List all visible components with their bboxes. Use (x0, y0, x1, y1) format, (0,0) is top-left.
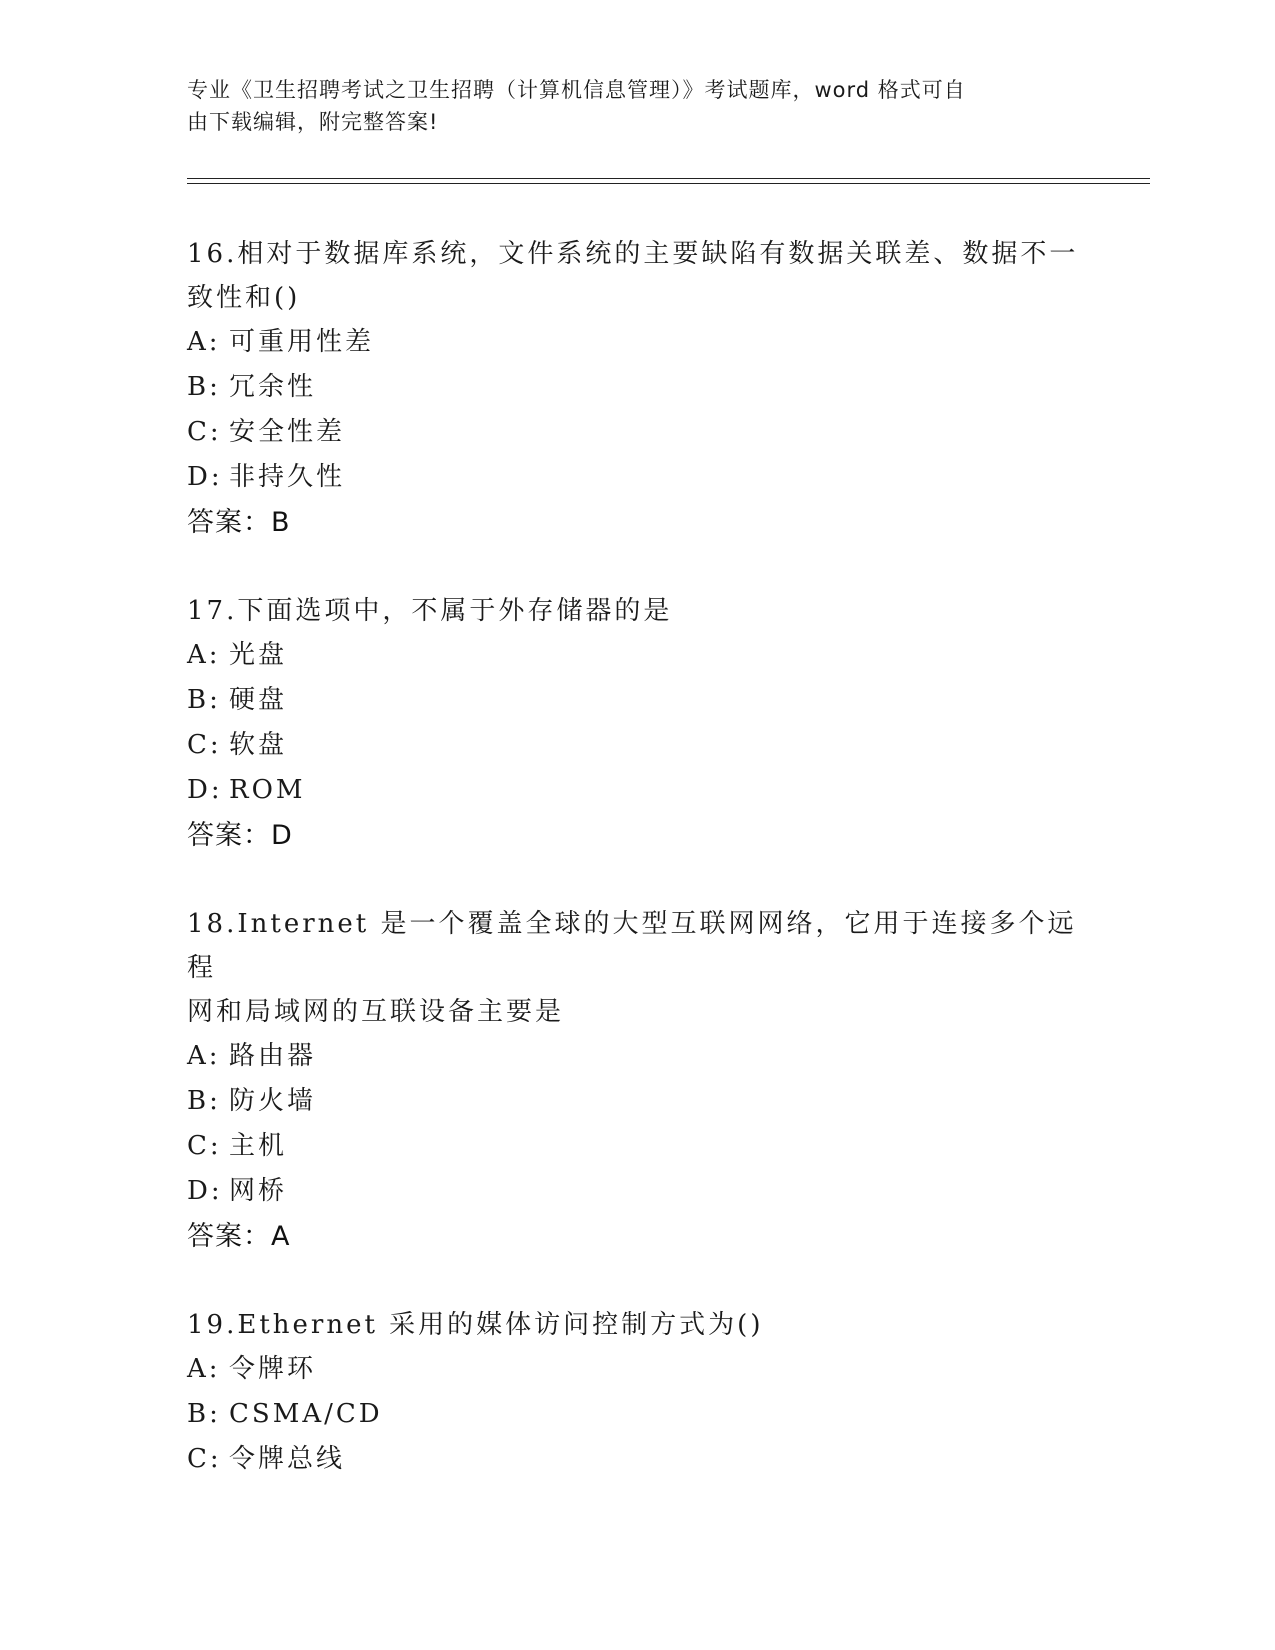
question-stem-line: 17.下面选项中，不属于外存储器的是 (187, 596, 673, 626)
option-b (187, 365, 1087, 410)
question-stem-line: 网和局域网的互联设备主要是 (187, 997, 565, 1027)
header-divider-top (187, 178, 1150, 179)
option-text: 网桥 (229, 1176, 288, 1206)
question-stem (187, 902, 1087, 1034)
option-text: 防火墙 (229, 1086, 317, 1116)
option-c (187, 410, 1087, 455)
question-19 (187, 1303, 1087, 1482)
option-key: D: (187, 462, 223, 492)
question-17 (187, 589, 1087, 858)
option-b (187, 1392, 1087, 1437)
option-key: C: (187, 1444, 222, 1474)
option-text: 路由器 (229, 1041, 317, 1071)
header-line-1: 专业《卫生招聘考试之卫生招聘（计算机信息管理）》考试题库，word 格式可自 (187, 78, 966, 102)
header-divider-bottom (187, 183, 1150, 184)
option-b (187, 678, 1087, 723)
option-d (187, 768, 1087, 813)
option-key: A: (187, 1354, 221, 1384)
question-stem (187, 589, 1087, 633)
option-key: C: (187, 1131, 222, 1161)
option-key: A: (187, 327, 221, 357)
option-d (187, 455, 1087, 500)
question-stem-line: 19.Ethernet 采用的媒体访问控制方式为() (187, 1310, 764, 1340)
option-c (187, 1437, 1087, 1482)
question-stem (187, 232, 1087, 320)
option-d (187, 1169, 1087, 1214)
option-key: C: (187, 730, 222, 760)
option-a (187, 320, 1087, 365)
option-key: B: (187, 1399, 221, 1429)
option-text: 安全性差 (229, 417, 346, 447)
option-text: 软盘 (229, 730, 288, 760)
option-key: A: (187, 640, 221, 670)
option-text: 光盘 (229, 640, 288, 670)
option-c (187, 1124, 1087, 1169)
option-key: B: (187, 1086, 221, 1116)
option-text: 令牌总线 (229, 1444, 346, 1474)
option-key: D: (187, 1176, 223, 1206)
option-text: ROM (229, 775, 306, 805)
option-key: B: (187, 685, 221, 715)
header-line-2: 由下载编辑，附完整答案! (187, 110, 439, 134)
option-c (187, 723, 1087, 768)
option-text: CSMA/CD (229, 1399, 383, 1429)
option-a (187, 633, 1087, 678)
option-key: D: (187, 775, 223, 805)
option-text: 令牌环 (229, 1354, 317, 1384)
option-a (187, 1347, 1087, 1392)
option-a (187, 1034, 1087, 1079)
option-text: 冗余性 (229, 372, 317, 402)
question-stem-line: 致性和() (187, 283, 301, 313)
question-18 (187, 902, 1087, 1259)
option-text: 非持久性 (229, 462, 346, 492)
option-key: A: (187, 1041, 221, 1071)
document-header (187, 74, 1067, 138)
question-stem (187, 1303, 1087, 1347)
answer-label: 答案：D (187, 820, 293, 851)
option-text: 可重用性差 (229, 327, 375, 357)
question-stem-line: 18.Internet 是一个覆盖全球的大型互联网网络，它用于连接多个远程 (187, 909, 1077, 983)
answer-label: 答案：B (187, 507, 291, 538)
option-text: 硬盘 (229, 685, 288, 715)
question-16 (187, 232, 1087, 545)
question-list (187, 232, 1087, 1526)
option-key: B: (187, 372, 221, 402)
answer-label: 答案：A (187, 1221, 291, 1252)
question-stem-line: 16.相对于数据库系统，文件系统的主要缺陷有数据关联差、数据不一 (187, 239, 1079, 269)
option-b (187, 1079, 1087, 1124)
option-key: C: (187, 417, 222, 447)
option-text: 主机 (229, 1131, 288, 1161)
